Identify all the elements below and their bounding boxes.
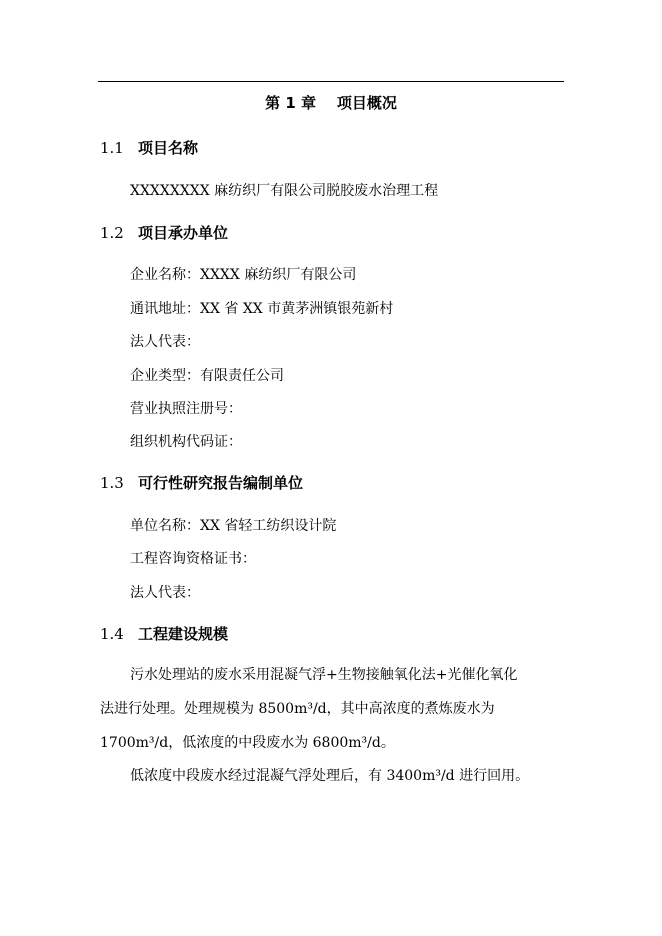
header-rule xyxy=(98,81,564,82)
section-title: 可行性研究报告编制单位 xyxy=(138,474,304,492)
scale-paragraph-line: 法进行处理。处理规模为 8500m³/d，其中高浓度的煮炼废水为 xyxy=(100,701,495,717)
section-title: 项目承办单位 xyxy=(138,224,229,242)
scale-paragraph-line: 1700m³/d，低浓度的中段废水为 6800m³/d。 xyxy=(100,735,395,751)
address-line: 通讯地址：XX 省 XX 市黄茅洲镇银苑新村 xyxy=(130,301,394,317)
qualification-line: 工程咨询资格证书： xyxy=(130,551,256,567)
section-heading-1-4 xyxy=(100,623,228,644)
unit-name-line: 单位名称：XX 省轻工纺织设计院 xyxy=(130,518,337,534)
section-number: 1.2 xyxy=(100,224,124,242)
section-heading-1-3 xyxy=(100,472,303,493)
section-number: 1.1 xyxy=(100,139,124,157)
section-number: 1.3 xyxy=(100,474,124,492)
org-code-line: 组织机构代码证： xyxy=(130,434,242,450)
section-title: 项目名称 xyxy=(138,139,199,157)
legal-rep-line: 法人代表： xyxy=(130,585,200,601)
company-name-line: 企业名称：XXXX 麻纺织厂有限公司 xyxy=(130,267,357,283)
section-title: 工程建设规模 xyxy=(138,625,229,643)
legal-rep-line: 法人代表： xyxy=(130,334,200,350)
section-heading-1-1 xyxy=(100,137,198,158)
company-type-line: 企业类型：有限责任公司 xyxy=(130,368,284,384)
license-number-line: 营业执照注册号： xyxy=(130,401,242,417)
section-number: 1.4 xyxy=(100,625,124,643)
project-name-line: XXXXXXXX 麻纺织厂有限公司脱胶废水治理工程 xyxy=(130,183,439,199)
chapter-title: 第 1 章 项目概况 xyxy=(265,94,397,112)
section-heading-1-2 xyxy=(100,222,228,243)
scale-paragraph-line: 污水处理站的废水采用混凝气浮+生物接触氧化法+光催化氧化 xyxy=(130,667,518,683)
reuse-paragraph-line: 低浓度中段废水经过混凝气浮处理后，有 3400m³/d 进行回用。 xyxy=(130,768,530,784)
